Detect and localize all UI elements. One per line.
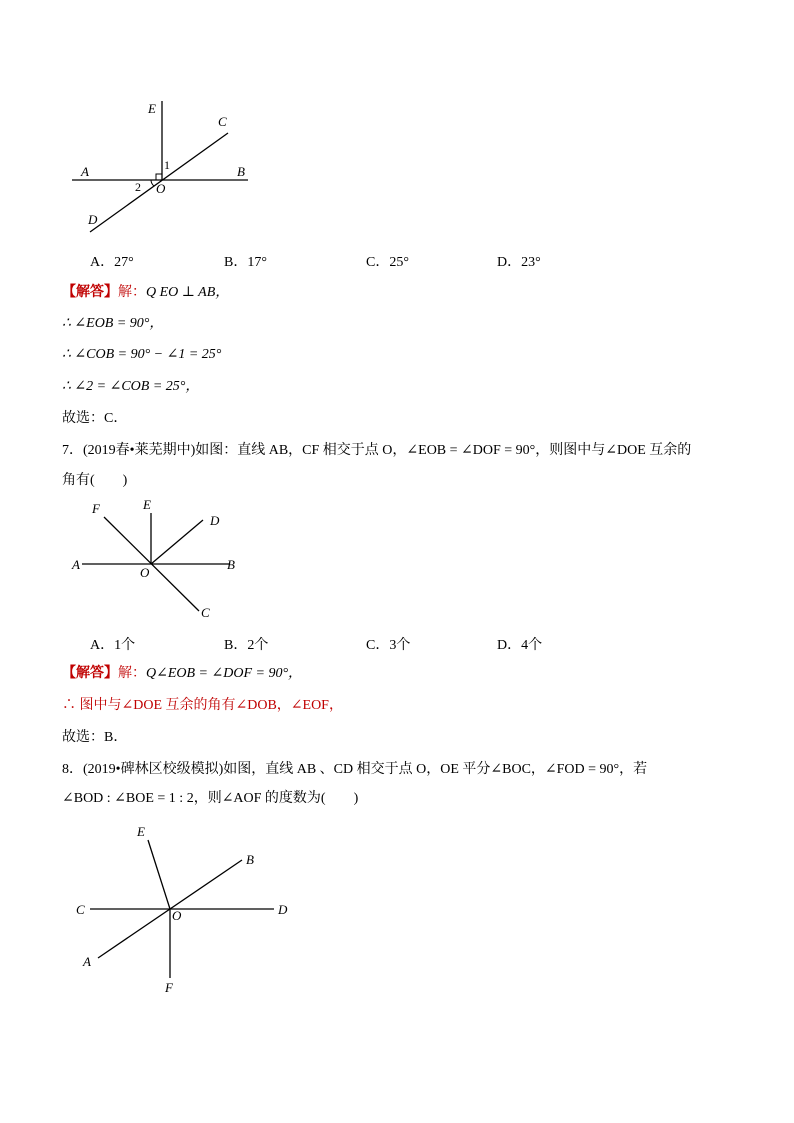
label-angle-1: 1 <box>164 158 170 172</box>
label-c: C <box>201 605 210 620</box>
q6-solution-line4: ∴ ∠2 = ∠COB = 25°， <box>62 379 200 394</box>
q7-solution-line3: 故选：B． <box>62 730 128 745</box>
q7-solution-tag: 【解答】 <box>62 666 118 681</box>
label-d: D <box>88 212 98 227</box>
q7-choice-d: D．4个 <box>497 638 543 653</box>
label-b: B <box>246 852 254 867</box>
q7-solution-text1: Q∠EOB = ∠DOF = 90°， <box>146 666 303 681</box>
q6-solution-line1 <box>62 284 229 302</box>
ray-oe <box>148 840 170 909</box>
q8-stem-line2: ∠BOD : ∠BOE = 1 : 2，则∠AOF 的度数为( ) <box>62 791 359 806</box>
q7-solution-lead: 解： <box>118 666 146 681</box>
label-e: E <box>137 824 145 839</box>
figure-q7 <box>62 495 252 625</box>
q8-stem-line1: 8．(2019•碑林区校级模拟)如图，直线 AB 、CD 相交于点 O，OE 平分∠BOC，∠FOD = 90°，若 <box>62 762 648 777</box>
q7-solution-line2: ∴ 图中与∠DOE 互余的角有∠DOB，∠EOF， <box>62 698 343 713</box>
q6-choice-d: D．23° <box>497 255 541 270</box>
label-e: E <box>148 101 156 116</box>
figure-q6 <box>60 95 260 235</box>
q6-solution-lead: 解： <box>118 285 146 300</box>
label-d: D <box>278 902 288 917</box>
q7-choice-c: C．3个 <box>366 638 411 653</box>
label-e: E <box>143 497 151 512</box>
q6-solution-text1: Q EO ⊥ AB， <box>146 285 230 300</box>
label-b: B <box>237 164 245 179</box>
angle-2-arc <box>151 180 154 186</box>
right-angle-mark <box>156 174 162 180</box>
label-a: A <box>81 164 89 179</box>
q7-solution-line1 <box>62 665 302 683</box>
label-d: D <box>210 513 220 528</box>
q6-choice-a: A．27° <box>90 255 134 270</box>
q6-solution-tag: 【解答】 <box>62 285 118 300</box>
q6-solution-line3: ∴ ∠COB = 90° − ∠1 = 25° <box>62 347 222 362</box>
label-a: A <box>83 954 91 969</box>
label-o: O <box>140 565 150 580</box>
label-c: C <box>76 902 85 917</box>
label-o: O <box>156 181 166 196</box>
label-f: F <box>165 980 173 995</box>
label-b: B <box>227 557 235 572</box>
q7-stem-line1: 7．(2019春•莱芜期中)如图：直线 AB，CF 相交于点 O，∠EOB = ∠DOF = 90°，则图中与∠DOE 互余的 <box>62 443 692 458</box>
label-o: O <box>172 908 182 923</box>
q6-choice-c: C．25° <box>366 255 409 270</box>
q7-choice-a: A．1个 <box>90 638 136 653</box>
figure-q8 <box>70 820 300 1000</box>
q7-choice-b: B．2个 <box>224 638 269 653</box>
label-f: F <box>92 501 100 516</box>
q6-choice-b: B．17° <box>224 255 267 270</box>
label-c: C <box>218 114 227 129</box>
q6-solution-line2: ∴ ∠EOB = 90°， <box>62 316 164 331</box>
label-angle-2: 2 <box>135 180 141 194</box>
label-a: A <box>72 557 80 572</box>
q7-stem-line2: 角有( ) <box>62 473 128 488</box>
ray-od <box>151 520 203 564</box>
q6-solution-line5: 故选：C． <box>62 411 128 426</box>
